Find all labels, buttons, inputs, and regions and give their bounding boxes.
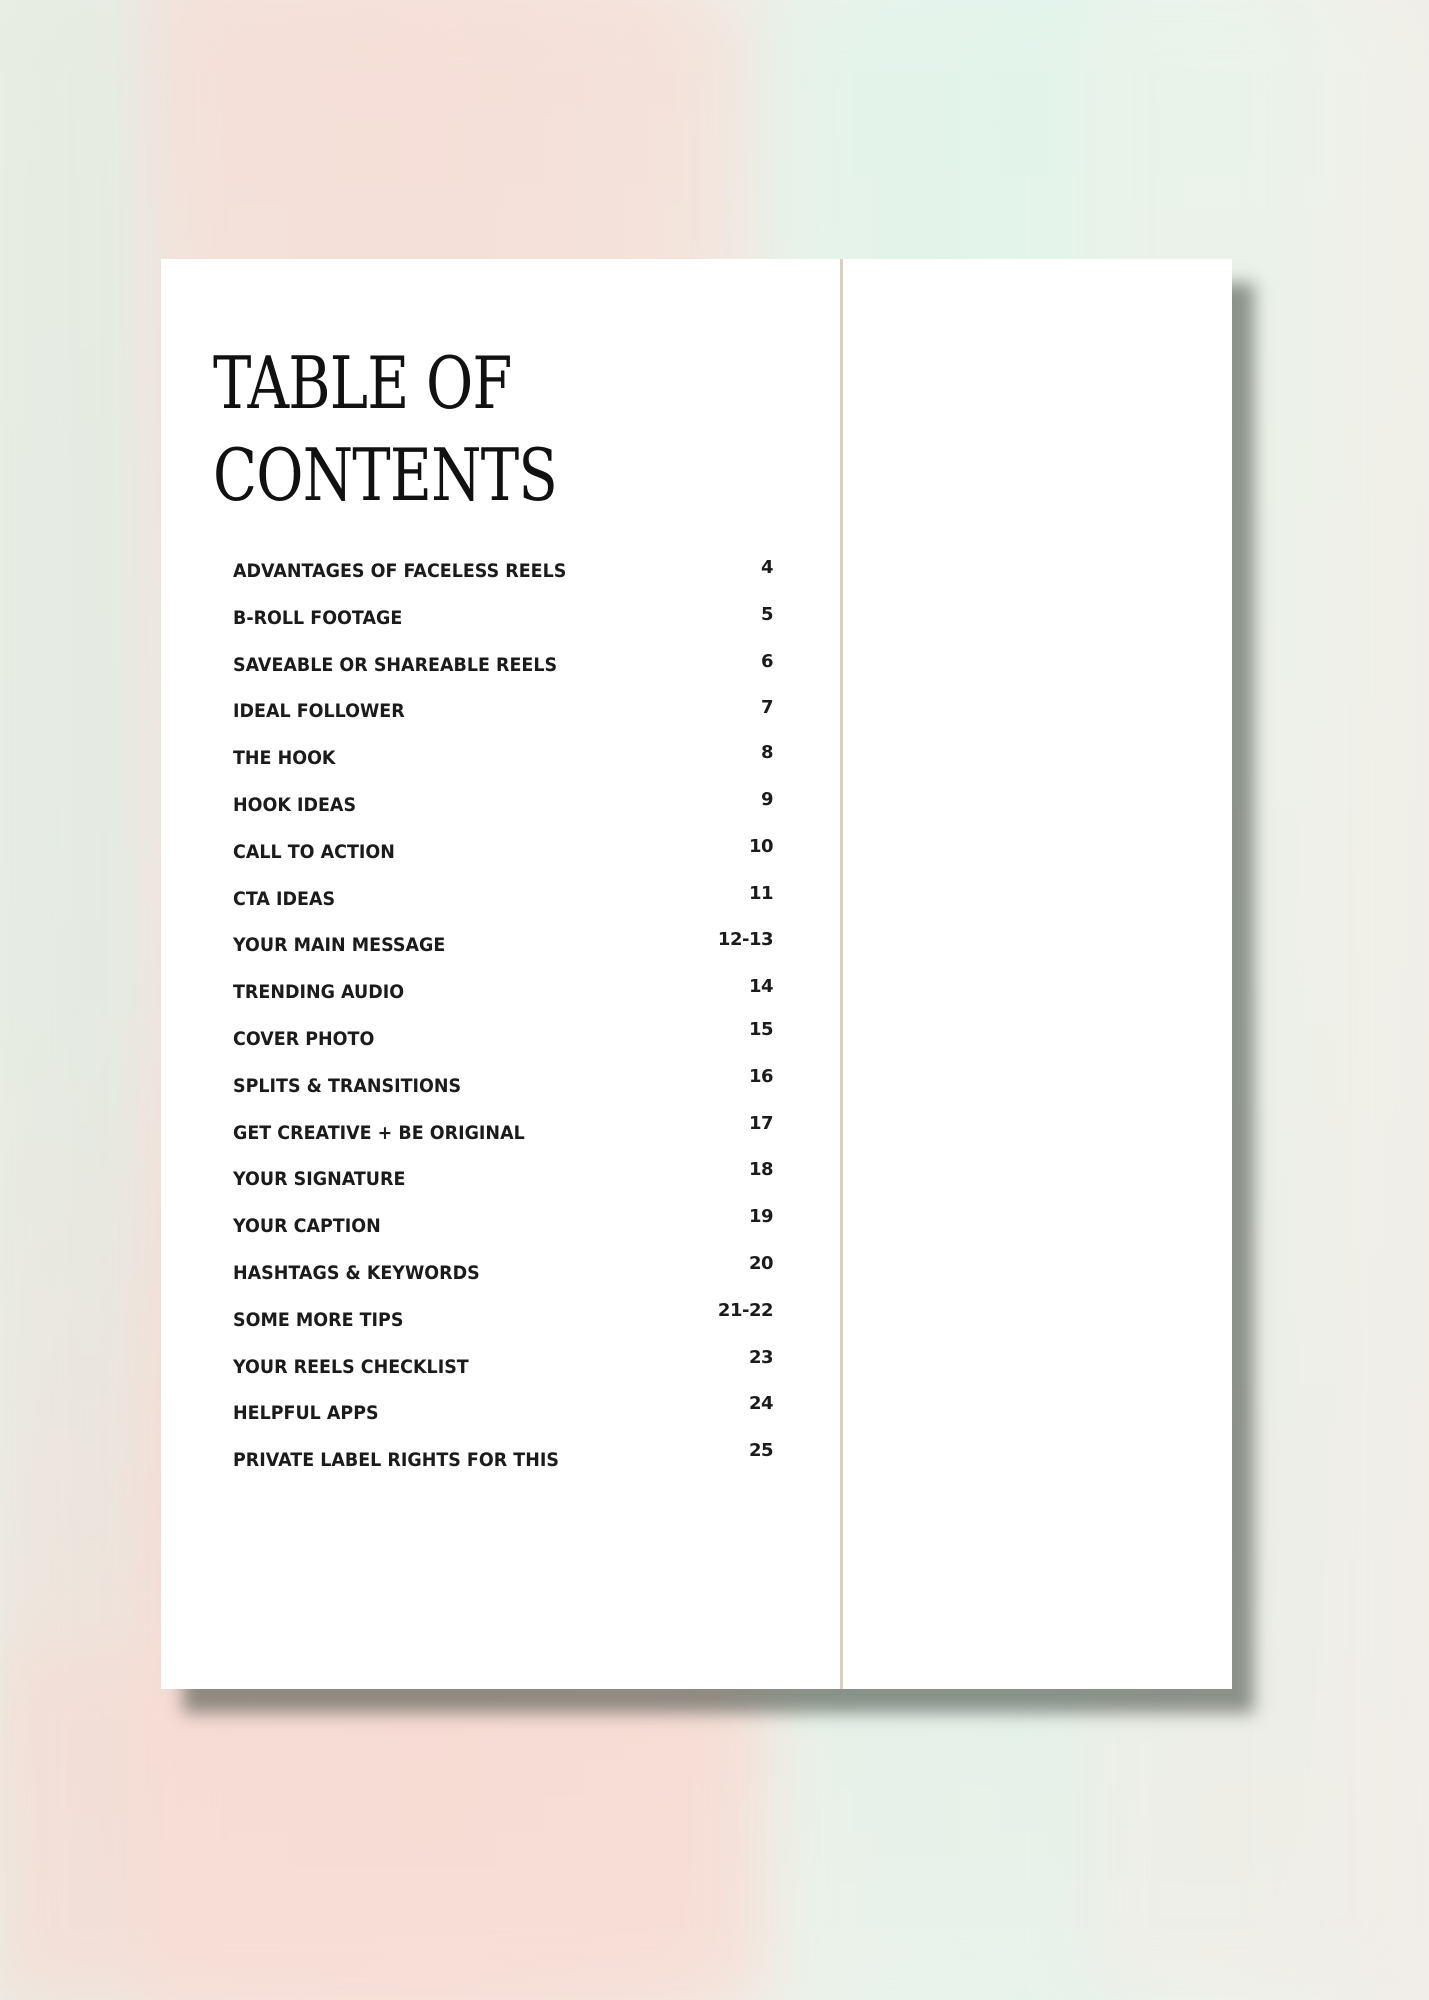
toc-entry-title: CALL TO ACTION — [233, 840, 395, 863]
table-of-contents — [233, 559, 773, 1495]
toc-entry-title: COVER PHOTO — [233, 1027, 375, 1050]
toc-entry — [233, 1159, 773, 1214]
toc-entry-title: ADVANTAGES OF FACELESS REELS — [233, 560, 567, 582]
toc-entry-page: 6 — [760, 650, 773, 672]
toc-entry-page: 5 — [760, 603, 773, 625]
toc-entry — [233, 1252, 773, 1308]
toc-entry-page: 9 — [760, 788, 773, 810]
toc-entry — [233, 559, 773, 606]
toc-entry-title: SPLITS & TRANSITIONS — [233, 1074, 462, 1097]
toc-entry — [233, 699, 773, 746]
toc-entry — [233, 1065, 773, 1121]
toc-entry-page: 23 — [748, 1346, 773, 1368]
toc-entry-title: HELPFUL APPS — [233, 1402, 379, 1425]
toc-entry-page: 17 — [748, 1112, 773, 1134]
toc-entry-page: 10 — [748, 835, 773, 857]
toc-entry — [233, 1393, 773, 1448]
toc-entry — [233, 882, 773, 934]
toc-entry — [233, 1018, 773, 1074]
toc-entry — [233, 1299, 773, 1355]
toc-entry-title: GET CREATIVE + BE ORIGINAL — [233, 1121, 525, 1144]
toc-entry — [233, 976, 773, 1027]
toc-entry — [233, 742, 773, 793]
toc-entry — [233, 1440, 773, 1495]
toc-entry-title: IDEAL FOLLOWER — [233, 700, 405, 723]
toc-entry-title: YOUR CAPTION — [233, 1215, 381, 1238]
toc-entry-title: CTA IDEAS — [233, 887, 336, 910]
toc-entry-page: 11 — [748, 882, 773, 904]
toc-entry-page: 8 — [760, 742, 773, 764]
page-divider — [840, 259, 843, 1689]
toc-entry-title: YOUR MAIN MESSAGE — [233, 934, 446, 957]
toc-entry-title: TRENDING AUDIO — [233, 981, 405, 1004]
toc-entry-page: 20 — [748, 1252, 773, 1274]
toc-entry-title: YOUR SIGNATURE — [233, 1168, 406, 1191]
toc-entry-page: 12-13 — [717, 929, 773, 951]
toc-entry — [233, 1112, 773, 1168]
toc-entry-title: HOOK IDEAS — [233, 793, 357, 816]
title-line-2: CONTENTS — [213, 433, 558, 517]
toc-entry — [233, 650, 773, 700]
toc-entry-page: 15 — [748, 1018, 773, 1040]
toc-entry — [233, 1206, 773, 1261]
toc-entry-page: 7 — [760, 697, 773, 719]
toc-entry-title: HASHTAGS & KEYWORDS — [233, 1261, 480, 1284]
document-page — [161, 259, 1232, 1689]
toc-entry-page: 18 — [748, 1159, 773, 1181]
toc-entry-title: PRIVATE LABEL RIGHTS FOR THIS — [233, 1449, 559, 1472]
title-line-1: TABLE OF — [213, 341, 512, 425]
toc-entry — [233, 1346, 773, 1402]
page-title — [213, 337, 557, 521]
toc-entry-title: SAVEABLE OR SHAREABLE REELS — [233, 653, 558, 676]
toc-entry-page: 21-22 — [717, 1299, 773, 1321]
toc-entry-page: 16 — [748, 1065, 773, 1087]
toc-entry — [233, 929, 773, 980]
toc-entry — [233, 835, 773, 887]
toc-entry-page: 14 — [748, 976, 773, 998]
toc-entry-page: 4 — [760, 557, 773, 578]
toc-entry-title: SOME MORE TIPS — [233, 1308, 404, 1331]
toc-entry-page: 25 — [748, 1440, 773, 1462]
toc-entry-title: YOUR REELS CHECKLIST — [233, 1355, 469, 1378]
toc-entry — [233, 788, 773, 840]
toc-entry-page: 24 — [748, 1393, 773, 1415]
toc-entry-title: B-ROLL FOOTAGE — [233, 606, 403, 629]
toc-entry — [233, 603, 773, 653]
toc-entry-title: THE HOOK — [233, 747, 336, 770]
toc-entry-page: 19 — [748, 1206, 773, 1228]
